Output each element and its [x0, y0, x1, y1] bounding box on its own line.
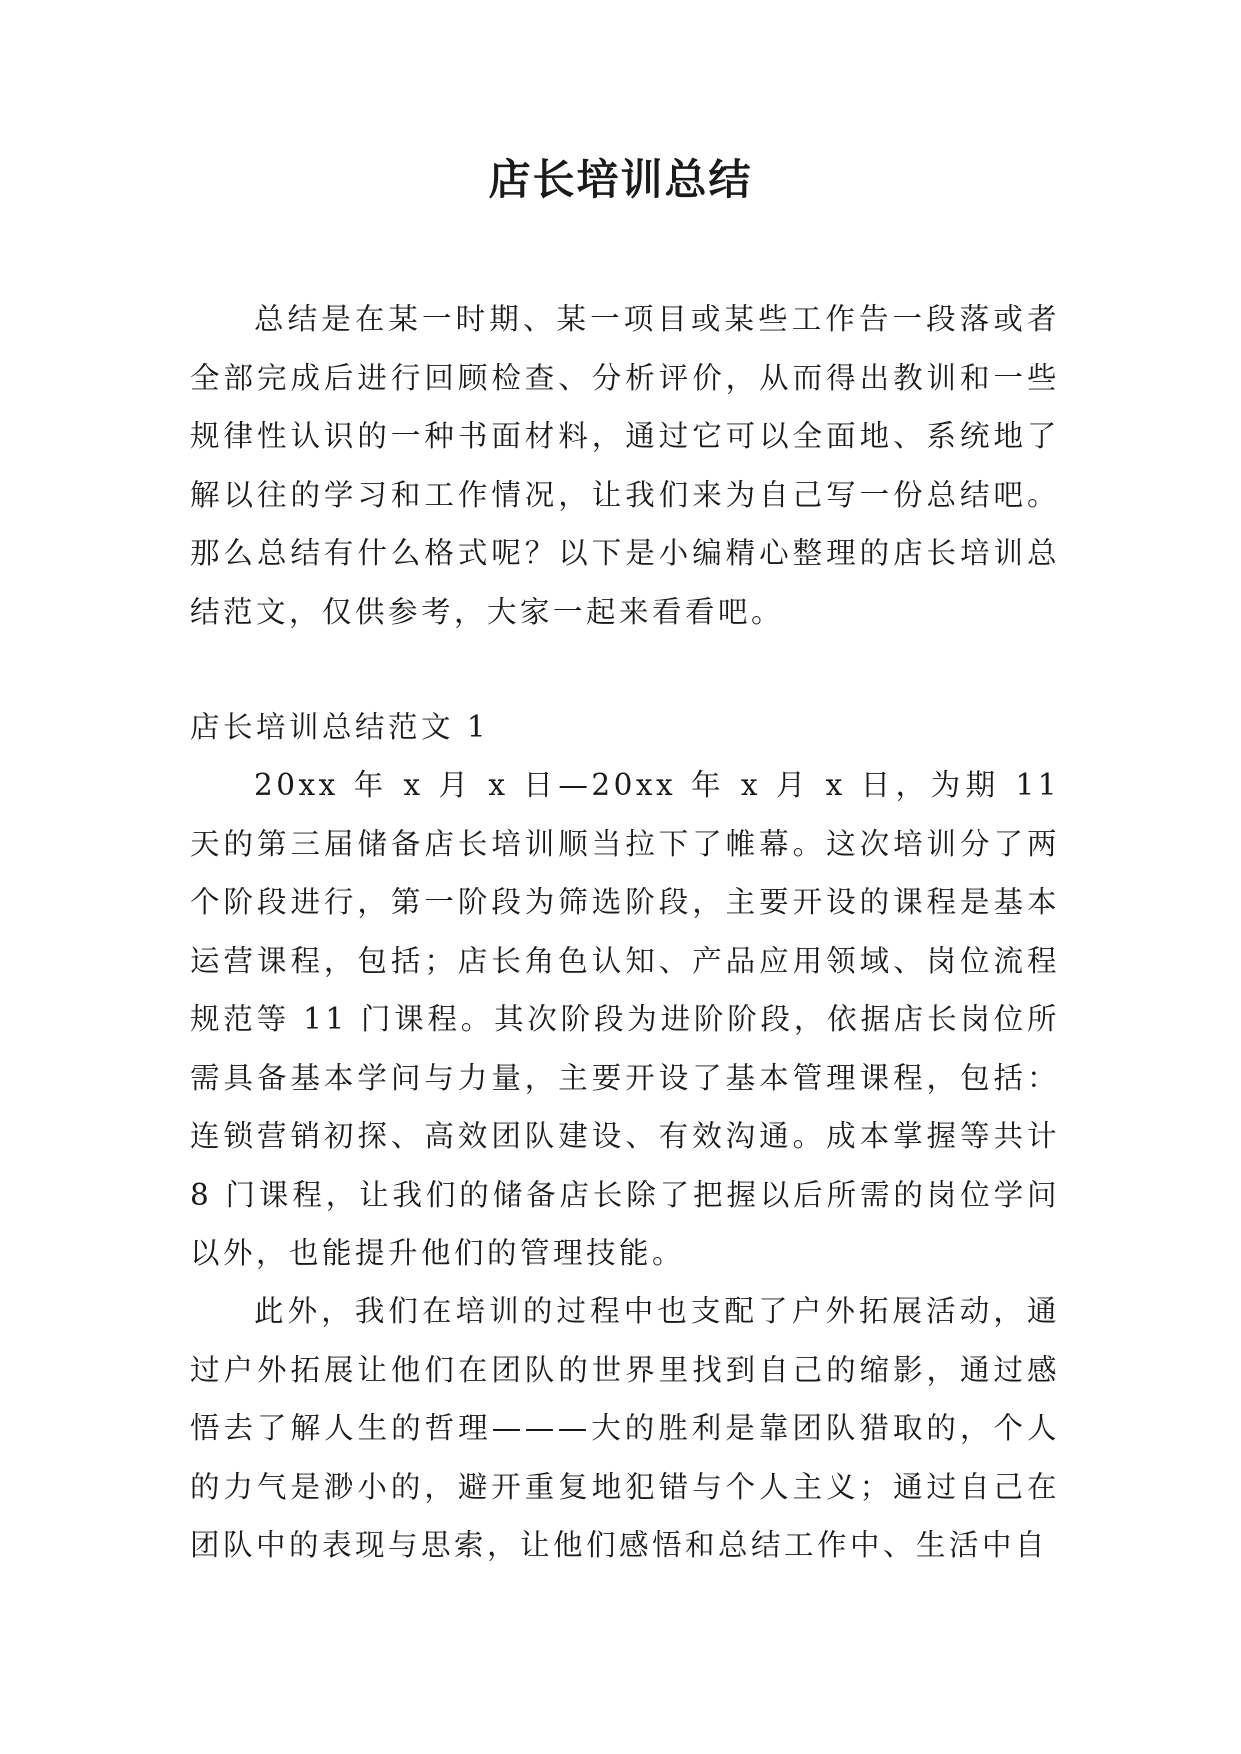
intro-paragraph: 总结是在某一时期、某一项目或某些工作告一段落或者全部完成后进行回顾检查、分析评价，从而得出教训和一些规律性认识的一种书面材料，通过它可以全面地、系统地了解以往的学习和工作情况，让我们来为自己写一份总结吧。那么总结有什么格式呢？以下是小编精心整理的店长培训总结范文，仅供参考，大家一起来看看吧。: [190, 302, 1060, 629]
body-paragraph-1: 20xx 年 x 月 x 日—20xx 年 x 月 x 日，为期 11 天的第三届储备店长培训顺当拉下了帷幕。这次培训分了两个阶段进行，第一阶段为筛选阶段，主要开设的课程是基本运营课程，包括；店长角色认知、产品应用领域、岗位流程规范等 11 门课程。其次阶段为进阶阶段，依据店长岗位所需具备基本学问与力量，主要开设了基本管理课程，包括：连锁营销初探、高效团队建设、有效沟通。成本掌握等共计 8 门课程，让我们的储备店长除了把握以后所需的岗位学问以外，也能提升他们的管理技能。: [190, 768, 1060, 1270]
section-heading: 店长培训总结范文 1: [190, 710, 490, 744]
document-title: 店长培训总结: [488, 155, 753, 204]
body-paragraph-2: 此外，我们在培训的过程中也支配了户外拓展活动，通过户外拓展让他们在团队的世界里找到自己的缩影，通过感悟去了解人生的哲理———大的胜利是靠团队猎取的，个人的力气是渺小的，避开重复地犯错与个人主义；通过自己在团队中的表现与思索，让他们感悟和总结工作中、生活中自: [190, 1294, 1060, 1562]
